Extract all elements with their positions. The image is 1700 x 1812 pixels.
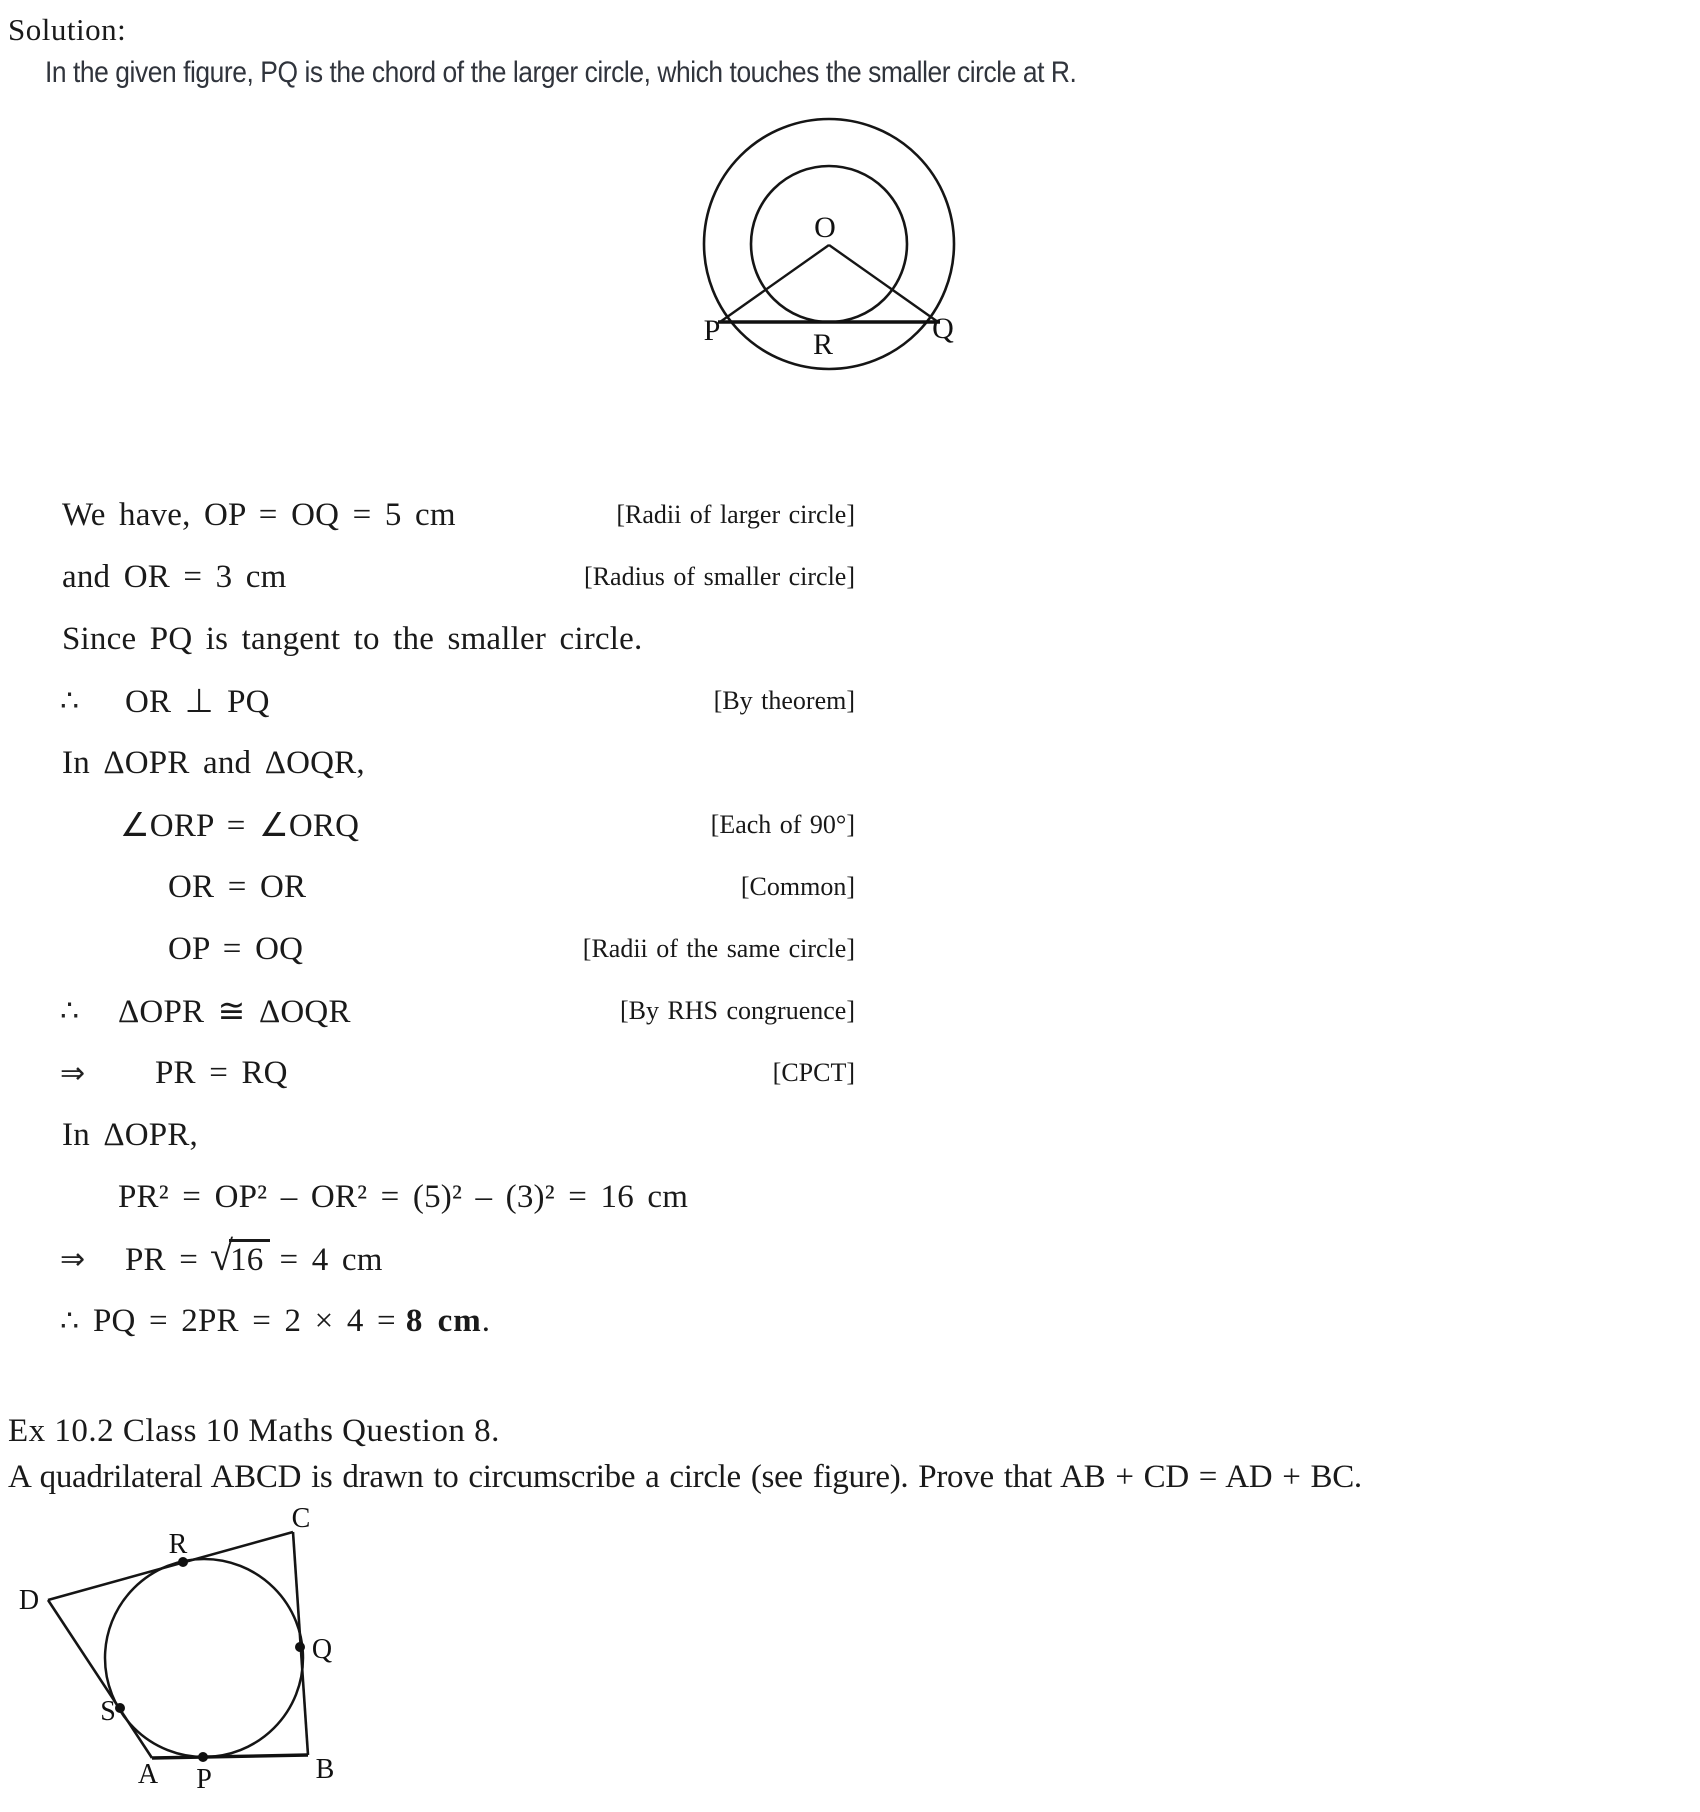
question-text: A quadrilateral ABCD is drawn to circumscribe a circle (see figure). Prove that AB + CD = AD + BC. — [8, 1459, 1362, 1495]
equation-text: Since PQ is tangent to the smaller circle. — [62, 620, 643, 657]
step-reason: [Each of 90°] — [710, 810, 855, 839]
step-reason: [Radius of smaller circle] — [584, 562, 855, 591]
equation-text — [125, 1234, 383, 1280]
solution-derivation — [55, 484, 855, 1352]
step-reason: [By theorem] — [713, 686, 855, 715]
implies-symbol: ⇒ — [60, 1242, 86, 1276]
fig2-label-A: A — [137, 1759, 159, 1790]
solution-step — [55, 546, 855, 608]
fig2-label-B: B — [315, 1754, 335, 1785]
equation-text: In ΔOPR, — [62, 1116, 199, 1153]
solution-step-sqrt — [55, 1228, 855, 1290]
equation-text: OP = OQ — [168, 930, 304, 967]
radius-OP — [720, 245, 829, 322]
solution-heading: Solution: — [8, 12, 127, 47]
equation-text: OR ⊥ PQ — [125, 684, 270, 720]
solution-step — [55, 794, 855, 856]
figure-concentric-circles — [690, 100, 980, 390]
solution-step — [55, 918, 855, 980]
final-lead: PQ = 2PR = 2 × 4 = — [93, 1302, 396, 1339]
solution-step — [55, 856, 855, 918]
solution-step — [55, 1042, 855, 1104]
solution-step — [55, 608, 855, 670]
solution-step — [55, 1104, 855, 1166]
equation-text: and OR = 3 cm — [62, 558, 287, 595]
tangent-point-P — [198, 1752, 208, 1762]
equation-text: PR² = OP² – OR² = (5)² – (3)² = 16 cm — [118, 1178, 689, 1215]
equation-text: We have, OP = OQ = 5 cm — [62, 496, 456, 533]
sqrt-tail: = 4 cm — [279, 1242, 383, 1278]
step-reason: [By RHS congruence] — [619, 996, 855, 1025]
fig2-label-P: P — [196, 1764, 212, 1795]
equation-text: ΔOPR ≅ ΔOQR — [118, 994, 351, 1030]
tangent-point-Q — [295, 1642, 305, 1652]
fig2-label-C: C — [291, 1505, 311, 1534]
therefore-symbol: ∴ — [60, 684, 80, 718]
step-reason: [Radii of the same circle] — [582, 934, 855, 963]
therefore-symbol: ∴ — [60, 994, 80, 1028]
equation-text — [93, 1303, 490, 1340]
final-answer: 8 cm — [405, 1302, 482, 1339]
figure2-svg — [12, 1505, 372, 1807]
solution-step — [55, 980, 855, 1042]
intro-paragraph: In the given figure, PQ is the chord of the larger circle, which touches the smaller circle at R. — [45, 56, 1077, 89]
implies-symbol: ⇒ — [60, 1056, 86, 1090]
final-period: . — [481, 1302, 491, 1339]
step-reason: [Common] — [740, 872, 855, 901]
equation-text: In ΔOPR and ΔOQR, — [62, 744, 365, 781]
step-reason: [CPCT] — [772, 1058, 855, 1087]
therefore-symbol: ∴ — [60, 1304, 80, 1338]
solution-step — [55, 484, 855, 546]
fig2-label-D: D — [18, 1585, 40, 1616]
figure1-svg — [690, 100, 980, 385]
fig1-label-Q: Q — [932, 312, 954, 345]
fig1-label-O: O — [814, 211, 836, 244]
fig2-label-Q: Q — [311, 1634, 333, 1665]
solution-step — [55, 670, 855, 732]
fig2-label-S: S — [100, 1696, 116, 1727]
sqrt-lead: PR = — [125, 1242, 199, 1278]
tangent-point-S — [115, 1703, 125, 1713]
solution-step — [55, 732, 855, 794]
radical-sign: √ — [210, 1234, 234, 1280]
fig1-label-R: R — [812, 328, 834, 361]
figure-quadrilateral-circle — [12, 1505, 372, 1812]
radicand: 16 — [229, 1239, 269, 1278]
question-heading: Ex 10.2 Class 10 Maths Question 8. — [8, 1413, 500, 1449]
radius-OQ — [829, 245, 938, 322]
fig2-label-R: R — [168, 1529, 188, 1560]
inscribed-circle — [105, 1559, 303, 1757]
solution-step-final — [55, 1290, 855, 1352]
equation-text: ∠ORP = ∠ORQ — [120, 808, 360, 844]
step-reason: [Radii of larger circle] — [616, 500, 855, 529]
solution-step — [55, 1166, 855, 1228]
fig1-label-P: P — [703, 314, 721, 347]
equation-text: OR = OR — [168, 868, 307, 905]
smaller-circle — [751, 166, 907, 322]
side-AD — [48, 1600, 152, 1758]
equation-text: PR = RQ — [155, 1054, 288, 1091]
side-BA — [152, 1755, 308, 1758]
